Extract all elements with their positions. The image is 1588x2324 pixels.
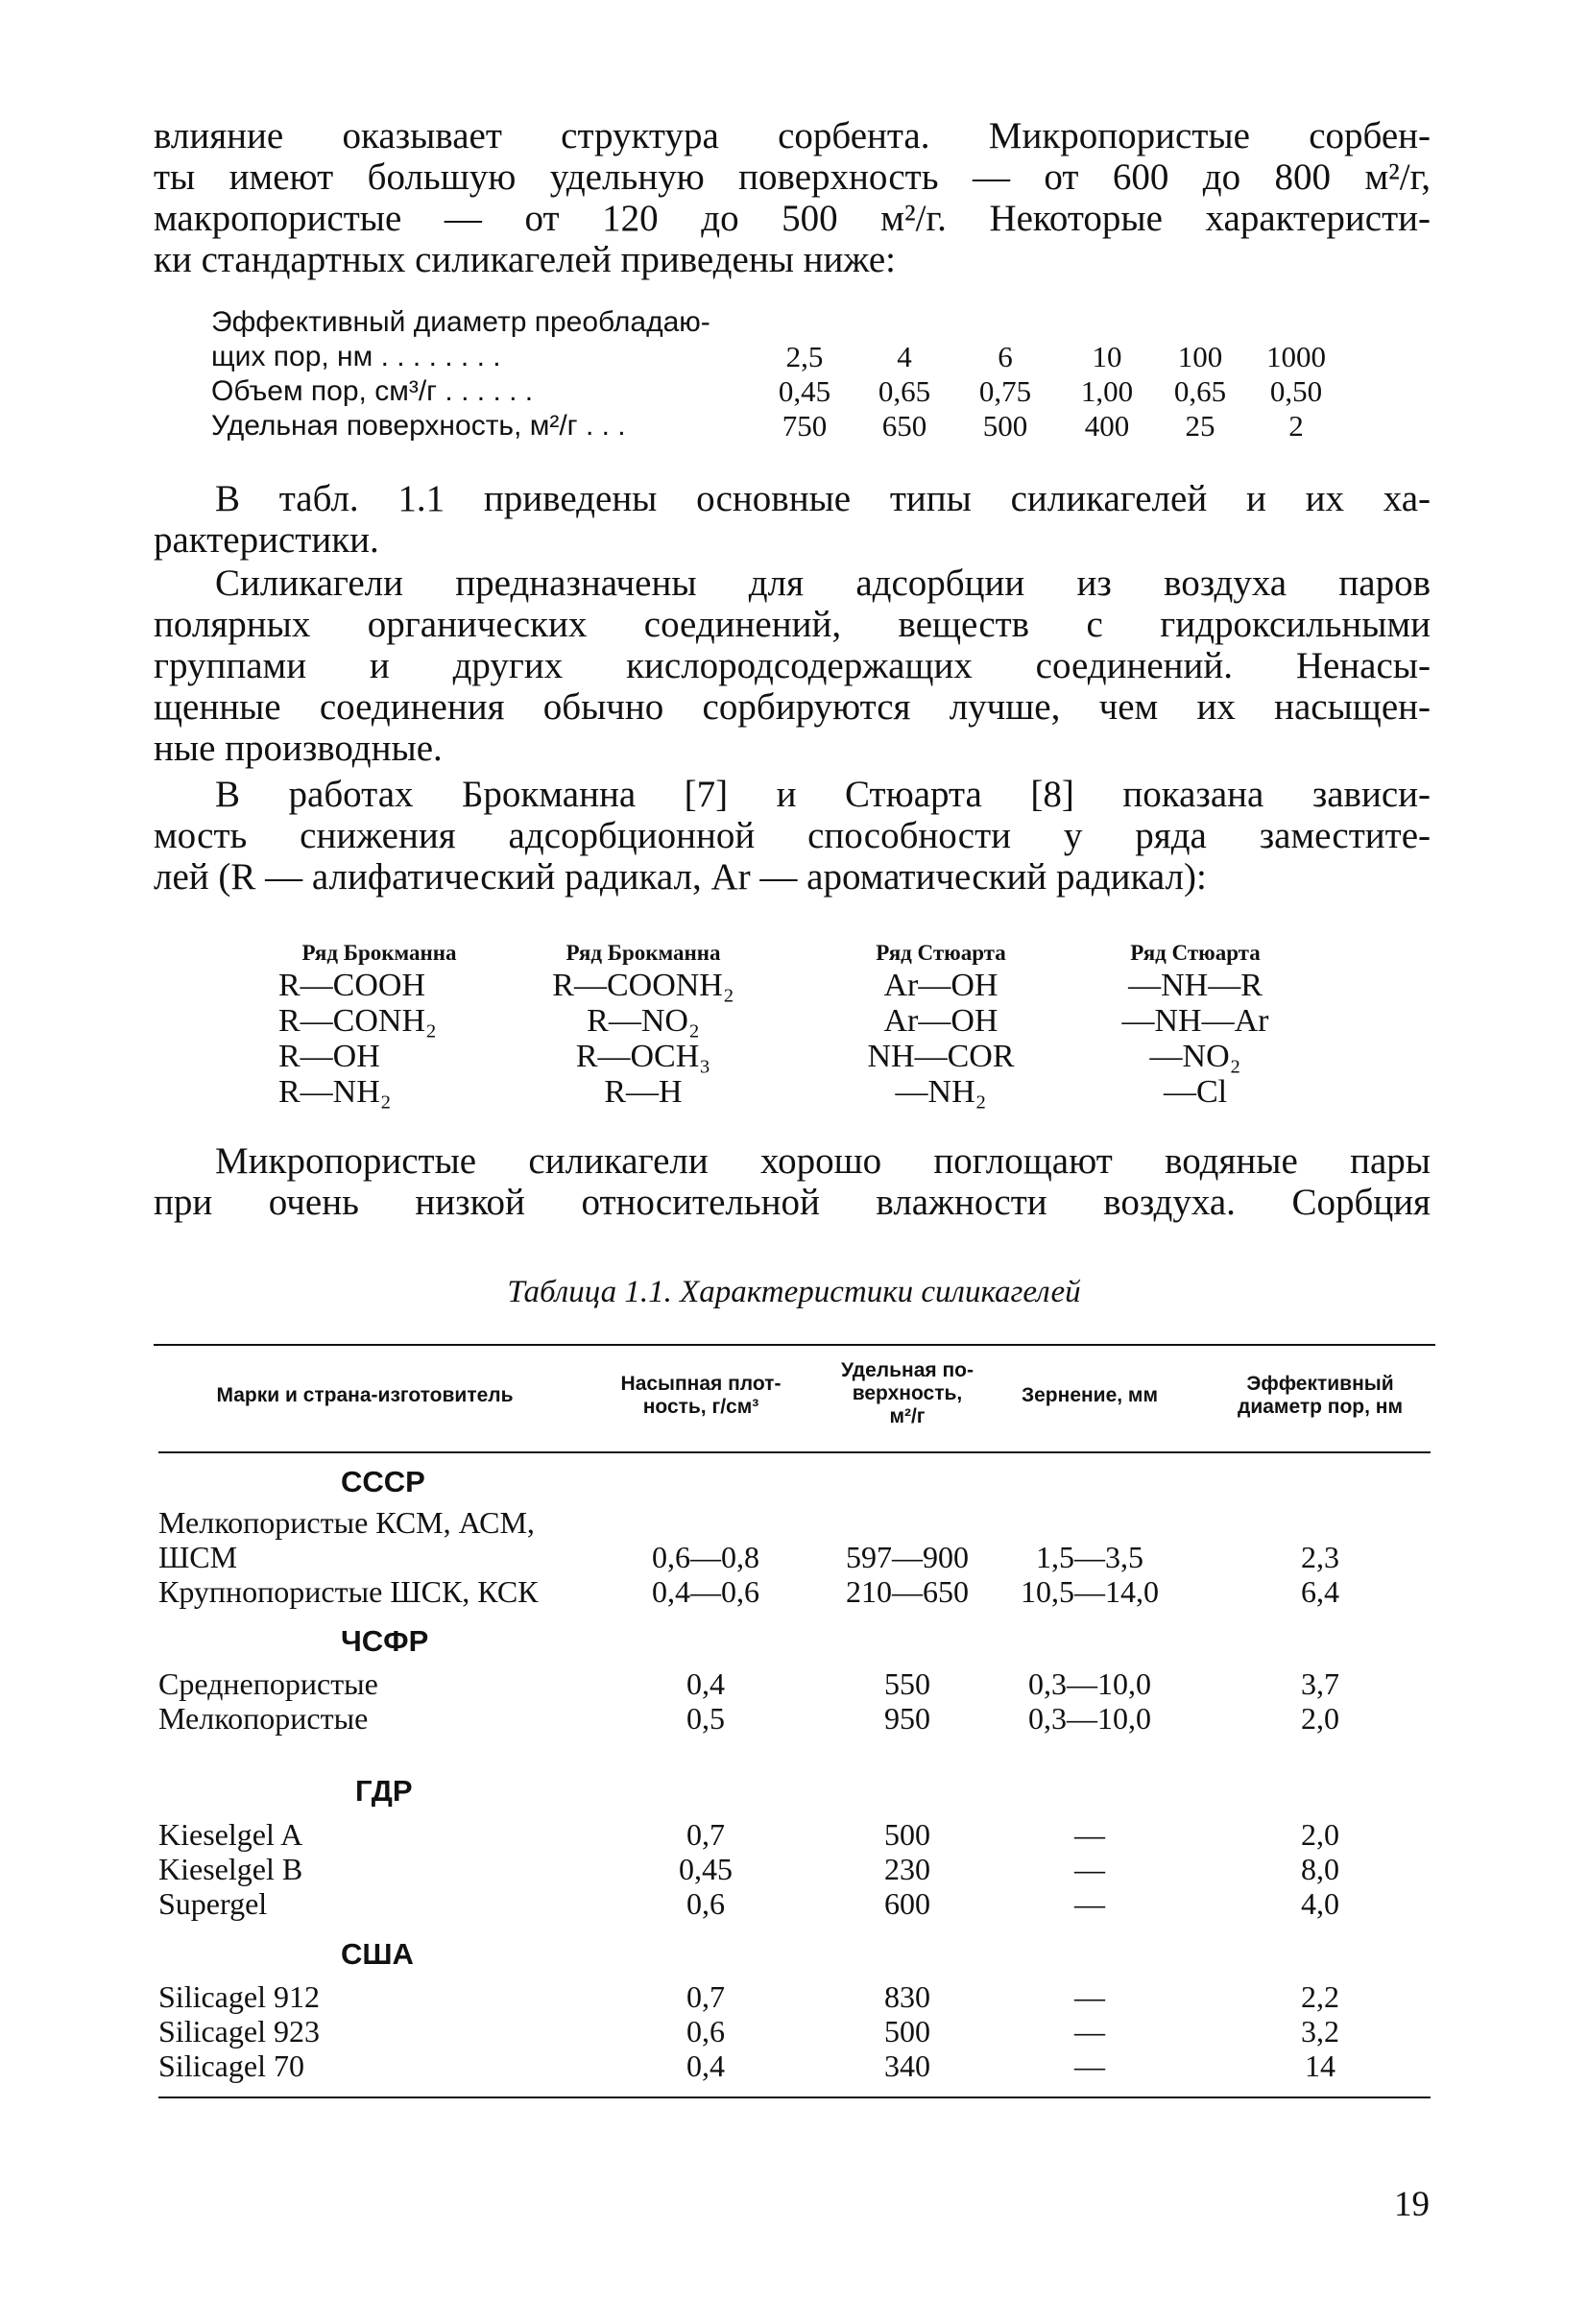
cell-brand: ШСМ	[158, 1540, 238, 1574]
small-table-row	[211, 374, 1323, 409]
table-caption: Таблица 1.1. Характеристики силикагелей	[507, 1275, 1081, 1309]
cell: 750	[782, 409, 828, 443]
cell-pore-diameter: 2,3	[1301, 1540, 1339, 1574]
cell-pore-diameter: 2,2	[1301, 1979, 1339, 2014]
cell: 2,5	[785, 340, 824, 373]
series-item: R—NO₂	[587, 1003, 700, 1039]
cell: 0,45	[778, 374, 831, 408]
cell-grain: 0,3—10,0	[1028, 1701, 1151, 1736]
small-table-row	[211, 409, 1304, 443]
cell-pore-diameter: 6,4	[1301, 1574, 1339, 1609]
cell-surface: 210—650	[846, 1574, 969, 1609]
silica-use-paragraph	[154, 563, 1431, 769]
text-line: щенные соединения обычно сорбируются лучше, чем их насыщен-	[154, 686, 1431, 728]
cell-density: 0,6	[686, 1886, 725, 1921]
cell-surface: 500	[884, 2014, 930, 2048]
series-item: R—NH₂	[278, 1074, 392, 1110]
series-item: R—CONH₂	[278, 1003, 437, 1039]
series-item: —NO₂	[1149, 1039, 1241, 1074]
cell: 100	[1177, 340, 1223, 373]
text-line: ки стандартных силикагелей приведены ниже:	[154, 239, 896, 280]
cell: 0,75	[978, 374, 1032, 408]
cell-brand: Supergel	[158, 1886, 268, 1921]
cell-pore-diameter: 8,0	[1301, 1852, 1339, 1886]
country-heading: ГДР	[355, 1774, 413, 1808]
cell-density: 0,4	[686, 1666, 725, 1701]
country-heading: ЧСФР	[341, 1624, 429, 1658]
cell-surface: 950	[884, 1701, 930, 1736]
cell-grain: 1,5—3,5	[1036, 1540, 1143, 1574]
series-item: NH—COR	[867, 1039, 1015, 1074]
series-item: Ar—OH	[883, 1003, 999, 1039]
cell-density: 0,5	[686, 1701, 725, 1736]
text-line: Микропористые силикагели хорошо поглощают водяные пары	[215, 1140, 1431, 1182]
cell: 6	[998, 340, 1013, 373]
text-line: группами и других кислородсодержащих соединений. Ненасы-	[154, 645, 1431, 686]
cell-brand: Silicagel 923	[158, 2014, 320, 2048]
text-line: влияние оказывает структура сорбента. Микропористые сорбен-	[154, 115, 1431, 156]
series-item: —Cl	[1163, 1074, 1228, 1110]
table-header-rule	[158, 1451, 1431, 1453]
text-line: В табл. 1.1 приведены основные типы силикагелей и их ха-	[215, 478, 1431, 519]
cell-density: 0,45	[679, 1852, 733, 1886]
series-item: R—COONH₂	[552, 968, 734, 1003]
series-item: R—OCH₃	[575, 1039, 711, 1074]
small-table-row	[211, 340, 1326, 374]
table-bottom-rule	[158, 2096, 1431, 2098]
series-item: —NH₂	[895, 1074, 987, 1110]
cell: 1,00	[1080, 374, 1134, 408]
series-item: R—COOH	[278, 968, 426, 1003]
cell: 25	[1185, 409, 1215, 443]
cell-brand: Kieselgel A	[158, 1817, 303, 1852]
row-label: щих пор, нм . . . . . . . .	[211, 341, 501, 372]
country-heading: США	[341, 1937, 414, 1971]
column-header-density: Насыпная плот- ность, г/см³	[620, 1373, 782, 1418]
cell-surface: 597—900	[846, 1540, 969, 1574]
cell-density: 0,7	[686, 1817, 725, 1852]
cell-brand: Мелкопористые	[158, 1701, 369, 1736]
series-brockmann-1	[278, 939, 480, 1110]
column-header-brand: Марки и страна-изготовитель	[216, 1384, 514, 1406]
cell-density: 0,4	[686, 2048, 725, 2083]
cell-density: 0,6	[686, 2014, 725, 2048]
cell-grain: —	[1074, 1979, 1105, 2014]
text-line: лей (R — алифатический радикал, Ar — ароматический радикал):	[154, 856, 1207, 898]
text-line: мость снижения адсорбционной способности у ряда заместите-	[154, 815, 1431, 856]
cell-brand: Silicagel 70	[158, 2048, 304, 2083]
cell-pore-diameter: 4,0	[1301, 1886, 1339, 1921]
series-item: R—H	[604, 1074, 683, 1110]
cell: 0,50	[1269, 374, 1323, 408]
text-line: Силикагели предназначены для адсорбции из воздуха паров	[215, 563, 1431, 604]
column-header-surface: Удельная по- верхность, м²/г	[841, 1359, 974, 1427]
cell-surface: 600	[884, 1886, 930, 1921]
text-line: ты имеют большую удельную поверхность — от 600 до 800 м²/г,	[154, 156, 1431, 198]
cell-grain: —	[1074, 2048, 1105, 2083]
cell-density: 0,7	[686, 1979, 725, 2014]
cell-density: 0,4—0,6	[652, 1574, 759, 1609]
cell-pore-diameter: 2,0	[1301, 1817, 1339, 1852]
cell-grain: 0,3—10,0	[1028, 1666, 1151, 1701]
cell-grain: —	[1074, 1852, 1105, 1886]
cell-surface: 830	[884, 1979, 930, 2014]
page-number: 19	[1394, 2185, 1430, 2224]
text-line: при очень низкой относительной влажности воздуха. Сорбция	[154, 1182, 1431, 1223]
series-title: Ряд Брокманна	[565, 941, 721, 965]
cell: 0,65	[1173, 374, 1227, 408]
microporous-paragraph	[154, 1140, 1431, 1223]
cell: 500	[982, 409, 1028, 443]
table-reference-paragraph	[154, 478, 1431, 561]
cell-surface: 340	[884, 2048, 930, 2083]
table-top-rule	[154, 1344, 1435, 1346]
series-item: —NH—R	[1128, 968, 1263, 1003]
cell-pore-diameter: 3,7	[1301, 1666, 1339, 1701]
cell: 650	[881, 409, 927, 443]
cell: 400	[1084, 409, 1130, 443]
series-stewart-1	[845, 939, 1037, 1110]
column-header-grain: Зернение, мм	[1021, 1384, 1159, 1406]
series-item: Ar—OH	[883, 968, 999, 1003]
text-line: ные производные.	[154, 728, 443, 769]
cell: 1000	[1266, 340, 1326, 373]
series-stewart-2	[1104, 939, 1287, 1110]
cell-surface: 230	[884, 1852, 930, 1886]
series-brockmann-2	[533, 939, 754, 1110]
cell: 2	[1288, 409, 1304, 443]
works-paragraph	[154, 774, 1431, 898]
column-header-pore-diameter: Эффективный диаметр пор, нм	[1237, 1373, 1404, 1418]
cell-brand: Среднепористые	[158, 1666, 378, 1701]
cell-pore-diameter: 2,0	[1301, 1701, 1339, 1736]
cell: 10	[1092, 340, 1122, 373]
cell-density: 0,6—0,8	[652, 1540, 759, 1574]
cell-brand: Silicagel 912	[158, 1979, 320, 2014]
cell: 4	[897, 340, 912, 373]
text-line: В работах Брокманна [7] и Стюарта [8] показана зависи-	[215, 774, 1431, 815]
text-line: полярных органических соединений, веществ с гидроксильными	[154, 604, 1431, 645]
row-label: Объем пор, см³/г . . . . . .	[211, 375, 534, 407]
series-title: Ряд Брокманна	[301, 941, 457, 965]
row-label: Удельная поверхность, м²/г . . .	[211, 410, 626, 442]
cell-surface: 500	[884, 1817, 930, 1852]
cell-brand: Крупнопористые ШСК, КСК	[158, 1574, 539, 1609]
series-title: Ряд Стюарта	[876, 941, 1006, 965]
cell-brand: Мелкопористые КСМ, АСМ,	[158, 1505, 535, 1540]
cell: 0,65	[878, 374, 931, 408]
cell-pore-diameter: 14	[1305, 2048, 1335, 2083]
series-title: Ряд Стюарта	[1130, 941, 1261, 965]
small-table-header: Эффективный диаметр преобладаю-	[211, 306, 710, 338]
cell-grain: —	[1074, 1886, 1105, 1921]
country-heading: СССР	[341, 1465, 425, 1498]
cell-surface: 550	[884, 1666, 930, 1701]
series-item: —NH—Ar	[1121, 1003, 1269, 1039]
cell-brand: Kieselgel B	[158, 1852, 303, 1886]
silica-characteristics-table	[211, 305, 1326, 443]
cell-grain: —	[1074, 1817, 1105, 1852]
cell-grain: 10,5—14,0	[1021, 1574, 1159, 1609]
series-item: R—OH	[278, 1039, 380, 1074]
cell-grain: —	[1074, 2014, 1105, 2048]
text-line: рактеристики.	[154, 519, 379, 561]
intro-paragraph	[154, 115, 1431, 280]
text-line: макропористые — от 120 до 500 м²/г. Некоторые характеристи-	[154, 198, 1431, 239]
cell-pore-diameter: 3,2	[1301, 2014, 1339, 2048]
